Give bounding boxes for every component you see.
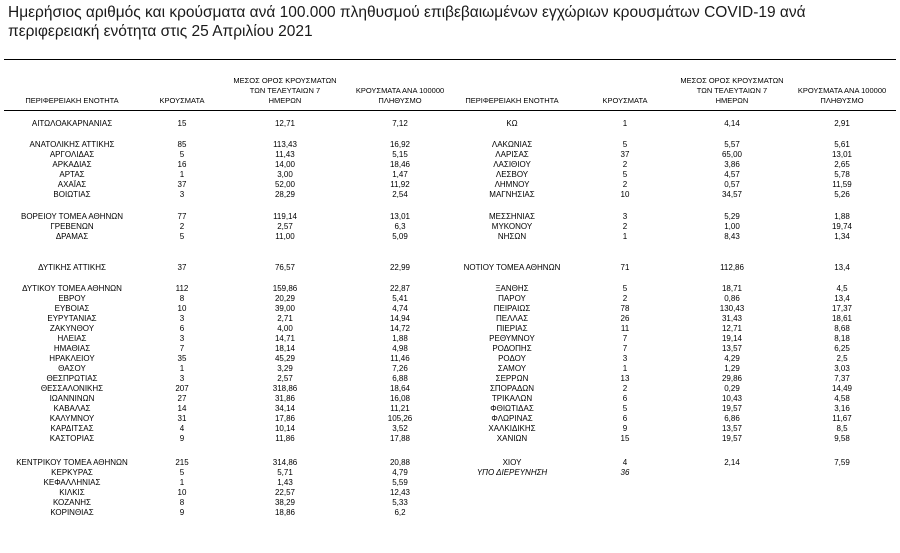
cell-avg7: 3,86	[724, 160, 740, 169]
header-avg7-right-line3: ΗΜΕΡΩΝ	[715, 96, 749, 105]
cell-cases: 112	[175, 284, 189, 293]
cell-cases: 14	[177, 404, 187, 413]
cell-avg7: 0,57	[724, 180, 740, 189]
cell-region: ΝΗΣΩΝ	[497, 232, 527, 241]
cell-cases: 11	[620, 324, 630, 333]
header-region-left: ΠΕΡΙΦΕΡΕΙΑΚΗ ΕΝΟΤΗΤΑ	[25, 96, 119, 105]
cell-region: ΥΠΟ ΔΙΕΡΕΥΝΗΣΗ	[476, 468, 548, 477]
cell-avg7: 159,86	[272, 284, 298, 293]
cell-cases: 10	[177, 304, 187, 313]
cell-cases: 7	[622, 344, 628, 353]
cell-per100k: 13,4	[834, 263, 850, 272]
cell-avg7: 4,57	[724, 170, 740, 179]
table-row	[0, 232, 900, 241]
cell-per100k: 18,64	[389, 384, 411, 393]
table-row	[0, 324, 900, 333]
table-row	[0, 508, 900, 517]
cell-avg7: 18,71	[721, 284, 743, 293]
table-row	[0, 414, 900, 423]
cell-avg7: 1,43	[277, 478, 293, 487]
table-row	[0, 294, 900, 303]
cell-region: ΠΕΛΛΑΣ	[495, 314, 529, 323]
cell-per100k: 1,88	[392, 334, 408, 343]
table-row	[0, 190, 900, 199]
cell-avg7: 19,57	[721, 404, 743, 413]
cell-avg7: 11,00	[275, 232, 295, 241]
cell-avg7: 5,71	[277, 468, 293, 477]
cell-per100k: 5,78	[834, 170, 850, 179]
cell-cases: 31	[177, 414, 187, 423]
cell-region: ΒΟΙΩΤΙΑΣ	[53, 190, 91, 199]
cell-region: ΘΑΣΟΥ	[58, 364, 86, 373]
cell-cases: 1	[179, 170, 185, 179]
cell-per100k: 8,18	[834, 334, 850, 343]
cell-per100k: 20,88	[389, 458, 411, 467]
cell-region: ΗΛΕΙΑΣ	[57, 334, 87, 343]
cell-region: ΠΑΡΟΥ	[498, 294, 526, 303]
cell-region: ΖΑΚΥΝΘΟΥ	[49, 324, 95, 333]
cell-avg7: 3,00	[277, 170, 293, 179]
cell-per100k: 18,46	[389, 160, 411, 169]
cell-per100k: 8,5	[836, 424, 848, 433]
table-row	[0, 180, 900, 189]
header-avg7-right-line2: ΤΩΝ ΤΕΛΕΥΤΑΙΩΝ 7	[696, 86, 768, 95]
cell-avg7: 5,57	[724, 140, 740, 149]
cell-region: ΘΕΣΣΑΛΟΝΙΚΗΣ	[40, 384, 104, 393]
cell-per100k: 22,99	[389, 263, 411, 272]
cell-avg7: 65,00	[721, 150, 743, 159]
cell-region: ΚΑΒΑΛΑΣ	[53, 404, 91, 413]
cell-region: ΒΟΡΕΙΟΥ ΤΟΜΕΑ ΑΘΗΝΩΝ	[20, 212, 124, 221]
page-title: Ημερήσιος αριθμός και κρούσματα ανά 100.000 πληθυσμού επιβεβαιωμένων εγχώριων κρουσμάτων COVID-19 ανά περιφερειακή ενότητα στις 25 Απριλίου 2021	[8, 4, 806, 40]
cell-per100k: 2,54	[392, 190, 408, 199]
cell-region: ΚΑΡΔΙΤΣΑΣ	[50, 424, 94, 433]
cell-region: ΧΑΛΚΙΔΙΚΗΣ	[488, 424, 536, 433]
header-avg7-right-line1: ΜΕΣΟΣ ΟΡΟΣ ΚΡΟΥΣΜΑΤΩΝ	[680, 76, 784, 85]
table-row	[0, 304, 900, 313]
cell-region: ΣΠΟΡΑΔΩΝ	[489, 384, 535, 393]
cell-per100k: 12,43	[389, 488, 411, 497]
cell-region: ΤΡΙΚΑΛΩΝ	[491, 394, 533, 403]
table-row	[0, 394, 900, 403]
cell-region: ΜΥΚΟΝΟΥ	[491, 222, 533, 231]
cell-per100k: 18,61	[831, 314, 853, 323]
cell-avg7: 5,29	[724, 212, 740, 221]
cell-region: ΚΕΡΚΥΡΑΣ	[51, 468, 93, 477]
cell-region: ΘΕΣΠΡΩΤΙΑΣ	[46, 374, 98, 383]
cell-per100k: 11,59	[832, 180, 852, 189]
cell-cases: 3	[622, 354, 628, 363]
cell-per100k: 2,91	[834, 119, 850, 128]
cell-region: ΞΑΝΘΗΣ	[495, 284, 529, 293]
cell-cases: 4	[622, 458, 628, 467]
cell-avg7: 19,14	[721, 334, 743, 343]
header-per100k-right-line2: ΠΛΗΘΥΣΜΟ	[820, 96, 864, 105]
cell-cases: 10	[620, 190, 630, 199]
cell-region: ΕΥΡΥΤΑΝΙΑΣ	[47, 314, 97, 323]
cell-avg7: 28,29	[274, 190, 296, 199]
cell-avg7: 14,00	[274, 160, 296, 169]
cell-per100k: 2,5	[836, 354, 848, 363]
cell-per100k: 6,88	[392, 374, 408, 383]
cell-per100k: 13,4	[834, 294, 850, 303]
cell-avg7: 13,57	[721, 344, 743, 353]
cell-cases: 37	[177, 180, 187, 189]
cell-per100k: 11,92	[390, 180, 410, 189]
table-row	[0, 344, 900, 353]
cell-cases: 4	[179, 424, 185, 433]
cell-cases: 37	[620, 150, 630, 159]
cell-cases: 15	[177, 119, 187, 128]
cell-cases: 1	[622, 119, 628, 128]
table-row	[0, 263, 900, 272]
cell-avg7: 13,57	[721, 424, 743, 433]
cell-region: ΧΑΝΙΩΝ	[496, 434, 528, 443]
cell-region: ΕΥΒΟΙΑΣ	[54, 304, 90, 313]
cell-cases: 5	[622, 404, 628, 413]
cell-per100k: 3,16	[834, 404, 850, 413]
cell-region: ΜΑΓΝΗΣΙΑΣ	[489, 190, 535, 199]
table-top-rule	[4, 59, 896, 60]
cell-cases: 5	[622, 170, 628, 179]
cell-avg7: 1,00	[724, 222, 740, 231]
cell-avg7: 314,86	[272, 458, 298, 467]
table-row	[0, 354, 900, 363]
cell-region: ΝΟΤΙΟΥ ΤΟΜΕΑ ΑΘΗΝΩΝ	[463, 263, 561, 272]
cell-region: ΓΡΕΒΕΝΩΝ	[50, 222, 94, 231]
cell-avg7: 31,86	[274, 394, 296, 403]
cell-region: ΛΕΣΒΟΥ	[495, 170, 529, 179]
cell-per100k: 1,34	[834, 232, 850, 241]
cell-cases: 6	[622, 394, 628, 403]
cell-region: ΡΟΔΟΥ	[498, 354, 526, 363]
cell-avg7: 113,43	[273, 140, 297, 149]
cell-cases: 5	[622, 140, 628, 149]
cell-per100k: 5,09	[392, 232, 408, 241]
cell-avg7: 31,43	[721, 314, 743, 323]
cell-region: ΚΙΛΚΙΣ	[59, 488, 85, 497]
table-row	[0, 160, 900, 169]
cell-cases: 9	[622, 424, 628, 433]
cell-cases: 2	[622, 222, 628, 231]
cell-cases: 77	[177, 212, 187, 221]
cell-avg7: 17,86	[274, 414, 296, 423]
cell-cases: 8	[179, 294, 185, 303]
header-avg7-left-line1: ΜΕΣΟΣ ΟΡΟΣ ΚΡΟΥΣΜΑΤΩΝ	[233, 76, 337, 85]
cell-cases: 35	[177, 354, 187, 363]
cell-avg7: 10,43	[721, 394, 743, 403]
table-row	[0, 468, 900, 477]
cell-cases: 5	[179, 150, 185, 159]
cell-cases: 1	[179, 364, 185, 373]
cell-region: ΚΕΦΑΛΛΗΝΙΑΣ	[43, 478, 101, 487]
cell-region: ΚΑΛΥΜΝΟΥ	[49, 414, 95, 423]
cell-avg7: 1,29	[724, 364, 740, 373]
cell-avg7: 11,43	[275, 150, 295, 159]
cell-cases: 37	[177, 263, 187, 272]
cell-per100k: 1,88	[834, 212, 850, 221]
cell-per100k: 7,37	[834, 374, 850, 383]
cell-avg7: 12,71	[274, 119, 296, 128]
cell-avg7: 6,86	[724, 414, 740, 423]
cell-per100k: 105,26	[387, 414, 413, 423]
cell-avg7: 39,00	[274, 304, 296, 313]
cell-avg7: 2,71	[277, 314, 293, 323]
cell-region: ΦΛΩΡΙΝΑΣ	[491, 414, 533, 423]
table-row	[0, 384, 900, 393]
cell-avg7: 76,57	[274, 263, 296, 272]
cell-per100k: 8,68	[834, 324, 850, 333]
cell-cases: 2	[622, 160, 628, 169]
cell-avg7: 0,86	[724, 294, 740, 303]
cell-cases: 13	[620, 374, 630, 383]
cell-cases: 27	[177, 394, 187, 403]
table-row	[0, 119, 900, 128]
cell-region: ΛΑΣΙΘΙΟΥ	[493, 160, 531, 169]
cell-region: ΑΡΓΟΛΙΔΑΣ	[49, 150, 95, 159]
cell-cases: 207	[175, 384, 189, 393]
cell-per100k: 14,72	[389, 324, 411, 333]
table-row	[0, 434, 900, 443]
cell-cases: 3	[179, 190, 185, 199]
cell-per100k: 5,33	[392, 498, 408, 507]
table-row	[0, 364, 900, 373]
cell-avg7: 2,57	[277, 374, 293, 383]
cell-cases: 3	[179, 314, 185, 323]
cell-avg7: 52,00	[274, 180, 296, 189]
cell-region: ΑΡΤΑΣ	[59, 170, 85, 179]
cell-per100k: 5,61	[834, 140, 850, 149]
table-row	[0, 404, 900, 413]
cell-per100k: 22,87	[389, 284, 411, 293]
cell-per100k: 4,98	[392, 344, 408, 353]
cell-avg7: 2,57	[277, 222, 293, 231]
table-row	[0, 498, 900, 507]
cell-cases: 16	[177, 160, 187, 169]
cell-cases: 85	[177, 140, 187, 149]
cell-region: ΚΕΝΤΡΙΚΟΥ ΤΟΜΕΑ ΑΘΗΝΩΝ	[16, 458, 128, 467]
cell-cases: 7	[622, 334, 628, 343]
cell-avg7: 3,29	[277, 364, 293, 373]
cell-per100k: 4,74	[392, 304, 408, 313]
table-row	[0, 478, 900, 487]
cell-region: ΡΕΘΥΜΝΟΥ	[489, 334, 535, 343]
cell-per100k: 3,52	[392, 424, 408, 433]
cell-cases: 8	[179, 498, 185, 507]
cell-region: ΔΥΤΙΚΗΣ ΑΤΤΙΚΗΣ	[38, 263, 106, 272]
cell-region: ΕΒΡΟΥ	[58, 294, 86, 303]
cell-per100k: 14,49	[831, 384, 853, 393]
table-row	[0, 140, 900, 149]
header-bottom-rule	[4, 110, 896, 111]
table-row	[0, 150, 900, 159]
cell-region: ΑΡΚΑΔΙΑΣ	[52, 160, 92, 169]
cell-cases: 36	[620, 468, 630, 477]
cell-avg7: 14,71	[274, 334, 296, 343]
cell-per100k: 13,01	[831, 150, 853, 159]
cell-avg7: 29,86	[721, 374, 743, 383]
cell-region: ΣΑΜΟΥ	[497, 364, 527, 373]
cell-per100k: 4,58	[834, 394, 850, 403]
table-row	[0, 284, 900, 293]
cell-avg7: 11,86	[275, 434, 295, 443]
cell-region: ΠΙΕΡΙΑΣ	[496, 324, 528, 333]
cell-per100k: 14,94	[389, 314, 411, 323]
cell-per100k: 17,88	[389, 434, 411, 443]
cell-cases: 2	[622, 294, 628, 303]
table-row	[0, 222, 900, 231]
table-row	[0, 170, 900, 179]
cell-per100k: 7,26	[392, 364, 408, 373]
cell-cases: 9	[179, 434, 185, 443]
cell-cases: 78	[620, 304, 630, 313]
header-region-right: ΠΕΡΙΦΕΡΕΙΑΚΗ ΕΝΟΤΗΤΑ	[465, 96, 559, 105]
cell-per100k: 7,12	[392, 119, 408, 128]
cell-region: ΑΝΑΤΟΛΙΚΗΣ ΑΤΤΙΚΗΣ	[29, 140, 115, 149]
cell-cases: 5	[179, 468, 185, 477]
cell-per100k: 1,47	[392, 170, 408, 179]
cell-per100k: 4,79	[392, 468, 408, 477]
table-row	[0, 424, 900, 433]
cell-region: ΚΟΡΙΝΘΙΑΣ	[50, 508, 94, 517]
cell-avg7: 119,14	[273, 212, 297, 221]
cell-cases: 6	[622, 414, 628, 423]
table-row	[0, 374, 900, 383]
cell-avg7: 45,29	[274, 354, 296, 363]
cell-avg7: 18,86	[274, 508, 296, 517]
cell-region: ΔΡΑΜΑΣ	[55, 232, 89, 241]
table-row	[0, 458, 900, 467]
cell-per100k: 2,65	[834, 160, 850, 169]
cell-avg7: 112,86	[720, 263, 744, 272]
cell-avg7: 34,57	[721, 190, 743, 199]
cell-cases: 5	[622, 284, 628, 293]
cell-region: ΙΩΑΝΝΙΝΩΝ	[49, 394, 95, 403]
cell-avg7: 19,57	[721, 434, 743, 443]
cell-avg7: 38,29	[274, 498, 296, 507]
cell-per100k: 5,41	[392, 294, 408, 303]
cell-avg7: 2,14	[724, 458, 740, 467]
header-per100k-right-line1: ΚΡΟΥΣΜΑΤΑ ΑΝΑ 100000	[797, 86, 887, 95]
cell-avg7: 4,00	[277, 324, 293, 333]
cell-per100k: 11,67	[832, 414, 852, 423]
cell-region: ΦΘΙΩΤΙΔΑΣ	[490, 404, 534, 413]
cell-cases: 10	[177, 488, 187, 497]
table-row	[0, 488, 900, 497]
cell-cases: 1	[622, 364, 628, 373]
header-per100k-left-line1: ΚΡΟΥΣΜΑΤΑ ΑΝΑ 100000	[355, 86, 445, 95]
cell-per100k: 13,01	[389, 212, 411, 221]
cell-cases: 2	[622, 180, 628, 189]
cell-avg7: 20,29	[274, 294, 296, 303]
cell-per100k: 6,2	[394, 508, 406, 517]
cell-cases: 3	[179, 334, 185, 343]
cell-cases: 9	[179, 508, 185, 517]
table-row	[0, 334, 900, 343]
cell-per100k: 6,3	[394, 222, 406, 231]
cell-region: ΛΑΚΩΝΙΑΣ	[491, 140, 533, 149]
cell-cases: 3	[622, 212, 628, 221]
cell-per100k: 9,58	[834, 434, 850, 443]
cell-region: ΡΟΔΟΠΗΣ	[492, 344, 532, 353]
cell-per100k: 11,21	[390, 404, 410, 413]
cell-region: ΗΡΑΚΛΕΙΟΥ	[49, 354, 95, 363]
cell-region: ΛΗΜΝΟΥ	[494, 180, 530, 189]
header-cases-left: ΚΡΟΥΣΜΑΤΑ	[159, 96, 205, 105]
cell-region: ΠΕΙΡΑΙΩΣ	[493, 304, 531, 313]
cell-avg7: 0,29	[724, 384, 740, 393]
table-row	[0, 314, 900, 323]
cell-cases: 2	[179, 222, 185, 231]
header-cases-right: ΚΡΟΥΣΜΑΤΑ	[602, 96, 648, 105]
cell-region: ΜΕΣΣΗΝΙΑΣ	[489, 212, 535, 221]
header-avg7-left-line2: ΤΩΝ ΤΕΛΕΥΤΑΙΩΝ 7	[249, 86, 321, 95]
cell-per100k: 5,26	[834, 190, 850, 199]
cell-cases: 5	[179, 232, 185, 241]
cell-cases: 3	[179, 374, 185, 383]
cell-per100k: 6,25	[834, 344, 850, 353]
cell-per100k: 11,46	[390, 354, 410, 363]
cell-region: ΚΟΖΑΝΗΣ	[52, 498, 92, 507]
cell-cases: 2	[622, 384, 628, 393]
cell-cases: 26	[620, 314, 630, 323]
cell-avg7: 34,14	[274, 404, 296, 413]
cell-per100k: 5,15	[392, 150, 408, 159]
cell-avg7: 4,29	[724, 354, 740, 363]
cell-region: ΛΑΡΙΣΑΣ	[495, 150, 529, 159]
cell-region: ΚΩ	[506, 119, 518, 128]
cell-cases: 1	[179, 478, 185, 487]
cell-region: ΗΜΑΘΙΑΣ	[53, 344, 91, 353]
cell-region: ΔΥΤΙΚΟΥ ΤΟΜΕΑ ΑΘΗΝΩΝ	[22, 284, 122, 293]
cell-avg7: 8,43	[724, 232, 740, 241]
cell-per100k: 7,59	[834, 458, 850, 467]
table-row	[0, 212, 900, 221]
cell-per100k: 5,59	[392, 478, 408, 487]
cell-region: ΧΙΟΥ	[502, 458, 522, 467]
header-per100k-left-line2: ΠΛΗΘΥΣΜΟ	[378, 96, 422, 105]
cell-region: ΣΕΡΡΩΝ	[495, 374, 529, 383]
header-avg7-left-line3: ΗΜΕΡΩΝ	[268, 96, 302, 105]
cell-avg7: 10,14	[274, 424, 296, 433]
cell-cases: 7	[179, 344, 185, 353]
cell-avg7: 130,43	[719, 304, 745, 313]
cell-avg7: 12,71	[721, 324, 743, 333]
cell-per100k: 3,03	[834, 364, 850, 373]
cell-per100k: 19,74	[831, 222, 853, 231]
cell-per100k: 17,37	[831, 304, 853, 313]
cell-cases: 15	[620, 434, 630, 443]
cell-per100k: 4,5	[836, 284, 848, 293]
cell-cases: 6	[179, 324, 185, 333]
cell-avg7: 318,86	[272, 384, 298, 393]
cell-cases: 71	[620, 263, 630, 272]
cell-region: ΚΑΣΤΟΡΙΑΣ	[49, 434, 95, 443]
cell-avg7: 22,57	[274, 488, 296, 497]
cell-region: ΑΧΑΪΑΣ	[57, 180, 87, 189]
cell-per100k: 16,92	[389, 140, 411, 149]
cell-avg7: 18,14	[274, 344, 296, 353]
cell-region: ΑΙΤΩΛΟΑΚΑΡΝΑΝΙΑΣ	[31, 119, 113, 128]
cell-avg7: 4,14	[724, 119, 740, 128]
cell-cases: 1	[622, 232, 628, 241]
cell-per100k: 16,08	[389, 394, 411, 403]
cell-cases: 215	[175, 458, 189, 467]
